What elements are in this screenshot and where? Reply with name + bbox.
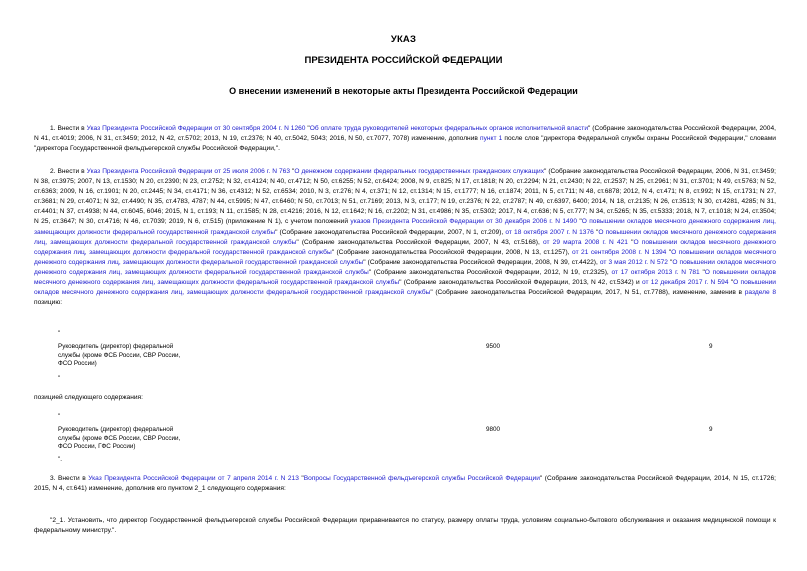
text: "	[728, 279, 734, 287]
link-decree-1376[interactable]: от 18 октября 2007 г. N 1376	[505, 228, 594, 236]
text: " (Собрание законодательства Российской Федерации, 2012, N 19, ст.2325),	[368, 268, 612, 276]
link-decree-421-title[interactable]: О повышении окладов месячного денежного содержания лиц, замещающих должности федеральной государственной гражданской службы	[34, 238, 776, 256]
position-name: Руководитель (директор) федеральной службы (кроме ФСБ России, СВР России, ФСО России)	[58, 343, 181, 368]
position-category: 9	[709, 343, 713, 350]
text: "	[667, 258, 673, 266]
quote-open: "	[58, 330, 61, 337]
text: позицию:	[34, 299, 63, 307]
position-salary: 9500	[486, 343, 501, 350]
replacement-text: позицией следующего содержания:	[34, 394, 143, 401]
link-decree-763[interactable]: Указ Президента Российской Федерации от 25 июля 2006 г. N 763	[86, 168, 290, 175]
text: 3. Внести в	[50, 475, 89, 482]
link-decree-572[interactable]: от 3 мая 2012 г. N 572	[599, 258, 668, 266]
text: "	[627, 238, 634, 246]
link-decree-594-title[interactable]: О повышении окладов месячного денежного содержания лиц, замещающих должности федеральной государственной гражданской службы	[34, 279, 776, 297]
link-decree-781[interactable]: от 17 октября 2013 г. N 781	[611, 268, 700, 276]
position-name: Руководитель (директор) федеральной службы (кроме ФСБ России, СВР России, ФСО России, ГФС России)	[58, 426, 181, 451]
paragraph-3	[34, 474, 776, 494]
text: "	[290, 168, 295, 175]
paragraph-1	[34, 124, 776, 154]
paragraph-2-1: "2_1. Установить, что директор Государственной фельдъегерской службы Российской Федерации приравнивается по статусу, размеру оплаты труда, условиям социально-бытового обслуживания и оказания медицинской помощи к федеральному министру.".	[34, 517, 776, 535]
text: "	[699, 268, 705, 276]
text: 1. Внести в	[50, 125, 87, 132]
text: " (Собрание законодательства Российской Федерации, 2008, N 13, ст.1257),	[331, 248, 573, 256]
link-decree-213[interactable]: Указ Президента Российской Федерации от 7 апреля 2014 г. N 213	[88, 475, 299, 482]
text: " (Собрание законодательства Российской Федерации, 2007, N 1, ст.209),	[275, 228, 506, 236]
decree-issuer: ПРЕЗИДЕНТА РОССИЙСКОЙ ФЕДЕРАЦИИ	[304, 55, 503, 66]
text: "	[593, 228, 599, 236]
text: " (Собрание законодательства Российской Федерации, 2008, N 39, ст.4422),	[363, 258, 600, 266]
link-decree-1376-title[interactable]: О повышении окладов месячного денежного содержания лиц, замещающих должности федеральной государственной гражданской службы	[34, 228, 776, 246]
text: " (Собрание законодательства Российской Федерации, 2017, N 51, ст.7788), изменение, заменив в	[430, 289, 745, 297]
quote-open: "	[58, 413, 61, 420]
link-decree-1394-title[interactable]: О повышении окладов месячного денежного содержания лиц, замещающих должности федеральной государственной гражданской службы	[34, 248, 776, 266]
text: " (Собрание законодательства Российской Федерации, 2013, N 42, ст.5342) и	[399, 279, 642, 287]
link-decree-1260-title[interactable]: Об оплате труда руководителей некоторых федеральных органов исполнительной власти	[309, 125, 588, 132]
link-decree-1490[interactable]: указов Президента Российской Федерации от 30 декабря 2006 г. N 1490	[350, 218, 577, 226]
link-decree-1394[interactable]: от 21 сентября 2008 г. N 1394	[572, 248, 667, 256]
link-decree-213-title[interactable]: Вопросы Государственной фельдъегерской службы Российской Федерации	[303, 475, 540, 482]
link-decree-781-title[interactable]: О повышении окладов месячного денежного содержания лиц, замещающих должности федеральной государственной гражданской службы	[34, 268, 776, 287]
text: "	[577, 218, 582, 226]
text: после слов "директора Федеральной службы охраны Российской Федерации," словами "директора Государственной фельдъегерской службы Российской Федерации,".	[34, 135, 776, 153]
text: " (Собрание законодательства Российской Федерации, 2004, N 41, ст.4019; 2006, N 31, ст.3459; 2012, N 42, ст.5702; 2013, N 19, ст.2376; N 40, ст.5042, 5043; 2016, N 50, ст.7077, 7078) изменение, дополнив	[34, 125, 776, 143]
link-decree-1490-title[interactable]: О повышении окладов месячного денежного содержания лиц, замещающих должности федеральной государственной гражданской службы	[34, 218, 776, 236]
text: " (Собрание законодательства Российской Федерации, 2006, N 31, ст.3459; N 38, ст.3975; 2007, N 13, ст.1530; N 20, ст.2390; N 23, ст.2752; N 32, ст.4124; N 40, ст.4712; N 50, ст.6255; N 52, ст.6424; 2008, N 9, ст.825; N 17, ст.1818; N 20, ст.2294; N 21, ст.2430; N 22, ст.2537; N 25, ст.2961; N 31, ст.3701; N 49, ст.5763; N 52, ст.6363; 2009, N 16, ст.1901; N 20, ст.2445; N 34, ст.4171; N 36, ст.4312; N 52, ст.6534; 2010, N 3, ст.276; N 4, ст.371; N 12, ст.1314; N 15, ст.1777; N 16, ст.1874; 2011, N 5, ст.711; N 48, ст.6878; 2012, N 4, ст.471; N 8, ст.992; N 15, ст.1731; N 27, ст.3681; N 29, ст.4071; N 32, ст.4490; N 35, ст.4783, 4787; N 44, ст.5995; N 47, ст.6460; N 50, ст.7013; N 51, ст.7169; 2013, N 3, ст.177; N 19, ст.2376; N 22, ст.2787; N 49, ст.6397, 6400; 2014, N 18, ст.2135; N 26, ст.3513; N 30, ст.4281, 4285; N 31, ст.4401; N 37, ст.4938; N 44, ст.6045, 6046; 2015, N 1, ст.193; N 11, ст.1585; N 28, ст.4216; 2016, N 12, ст.1642; N 16, ст.2202; N 31, ст.4986; N 35, ст.5302; 2017, N 4, ст.636; N 5, ст.777; N 34, ст.5265; N 35, ст.5333; 2018, N 7, ст.1018; N 24, ст.3504; N 25, ст.3647; N 30, ст.4716; N 46, ст.7039; 2019, N 6, ст.515) (приложение N 1), с учетом положений	[34, 168, 776, 226]
link-decree-1260[interactable]: Указ Президента Российской Федерации от 30 сентября 2004 г. N 1260	[86, 125, 306, 132]
quote-close: "	[58, 375, 61, 382]
link-decree-763-title[interactable]: О денежном содержании федеральных государственных гражданских служащих	[294, 168, 544, 175]
text: "	[666, 248, 672, 256]
link-section-8[interactable]: разделе 8	[744, 289, 776, 297]
text: 2. Внести в	[50, 168, 87, 175]
decree-title: УКАЗ	[390, 34, 417, 45]
quote-close: ".	[58, 456, 62, 463]
link-decree-572-title[interactable]: О повышении окладов месячного денежного содержания лиц, замещающих должности федеральной государственной гражданской службы	[34, 258, 776, 276]
position-salary: 9800	[486, 426, 501, 433]
text: " (Собрание законодательства Российской Федерации, 2014, N 15, ст.1726; 2015, N 4, ст.641) изменение, дополнив его пунктом 2_1 следующего содержания:	[34, 475, 776, 493]
link-decree-594[interactable]: от 12 декабря 2017 г. N 594	[641, 279, 729, 287]
text: "	[298, 475, 304, 482]
text: " (Собрание законодательства Российской Федерации, 2007, N 43, ст.5168),	[296, 238, 543, 246]
text: "	[305, 125, 310, 132]
paragraph-2	[34, 167, 776, 308]
decree-heading: О внесении изменений в некоторые акты Президента Российской Федерации	[229, 86, 578, 96]
link-point-1[interactable]: пункт 1	[480, 135, 503, 143]
position-category: 9	[709, 426, 713, 433]
link-decree-421[interactable]: от 29 марта 2008 г. N 421	[542, 238, 628, 246]
